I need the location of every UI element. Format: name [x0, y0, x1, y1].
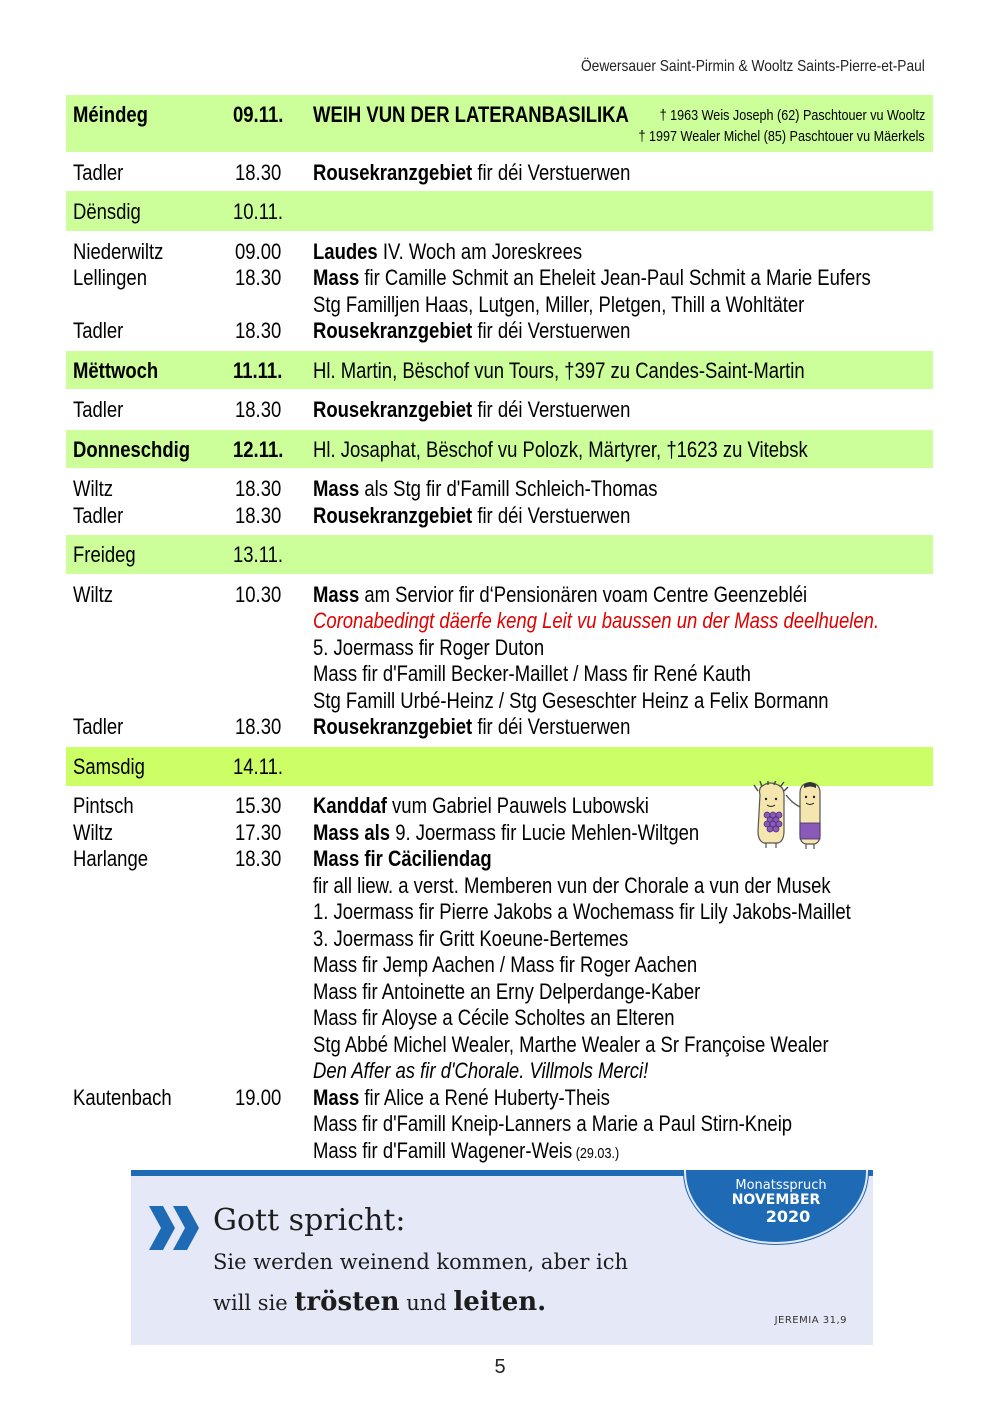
entry-description	[313, 713, 630, 740]
badge-month: NOVEMBER	[731, 1192, 821, 1208]
entry-text: IV. Woch am Joreskrees	[377, 239, 583, 264]
entry-type: Mass	[313, 1085, 360, 1110]
entry-continuation: Mass fir Aloyse a Cécile Scholtes an Elteren	[313, 1005, 675, 1030]
verse-text: will sie	[213, 1291, 295, 1315]
entry-text: fir déi Verstuerwen	[472, 160, 631, 185]
entry-continuation: Stg Famill Urbé-Heinz / Stg Geseschter Heinz a Felix Bormann	[313, 688, 829, 713]
feast-title: Hl. Josaphat, Bëschof vu Polozk, Märtyrer, †1623 zu Vitebsk	[313, 437, 808, 462]
entry-date-note: (29.03.)	[572, 1145, 620, 1162]
entry-description	[313, 238, 582, 265]
entry-time: 17.30	[235, 820, 282, 845]
entry-description	[313, 396, 630, 423]
entry-place: Lellingen	[73, 265, 147, 290]
entry-time: 18.30	[235, 503, 282, 528]
entry-type: Laudes	[313, 239, 378, 264]
entry-description	[313, 475, 658, 502]
entry-description	[313, 502, 630, 529]
entry-time: 09.00	[235, 239, 282, 264]
day-date: 10.11.	[233, 199, 284, 224]
badge-year: 2020	[765, 1207, 811, 1226]
verse-line-1: Sie werden weinend kommen, aber ich	[213, 1250, 629, 1274]
entry-text: fir déi Verstuerwen	[472, 503, 631, 528]
entry-time: 18.30	[235, 160, 282, 185]
entry-description	[313, 819, 699, 846]
day-date: 14.11.	[233, 754, 284, 779]
entry-text: vum Gabriel Pauwels Lubowski	[386, 793, 649, 818]
entry-time: 18.30	[235, 714, 282, 739]
verse-line-2	[213, 1287, 546, 1317]
entry-continuation: Stg Abbé Michel Wealer, Marthe Wealer a Sr Françoise Wealer	[313, 1032, 829, 1057]
entry-text: am Servior fir d‘Pensionären voam Centre Geenzebléi	[359, 582, 808, 607]
verse-title: Gott spricht:	[213, 1203, 406, 1238]
entry-description	[313, 159, 630, 186]
baptism-figures-illustration	[750, 781, 840, 851]
entry-continuation	[313, 1137, 619, 1164]
entry-description	[313, 845, 492, 872]
entry-description	[313, 581, 807, 608]
entry-continuation: fir all liew. a verst. Memberen vun der Chorale a vun der Musek	[313, 873, 831, 898]
entry-description	[313, 1084, 610, 1111]
entry-time: 18.30	[235, 476, 282, 501]
entry-place: Pintsch	[73, 793, 134, 818]
offering-note: Den Affer as fir d'Chorale. Villmols Merci!	[313, 1058, 649, 1083]
entry-place: Wiltz	[73, 820, 114, 845]
entry-place: Harlange	[73, 846, 148, 871]
day-date: 09.11.	[233, 102, 284, 127]
monthly-verse-banner	[131, 1170, 873, 1345]
entry-type: Rousekranzgebiet	[313, 397, 473, 422]
day-name: Samsdig	[73, 754, 145, 779]
entry-text: fir déi Verstuerwen	[472, 397, 631, 422]
entry-time: 18.30	[235, 397, 282, 422]
entry-time: 18.30	[235, 846, 282, 871]
feast-title: Hl. Martin, Bëschof vun Tours, †397 zu Candes-Saint-Martin	[313, 358, 805, 383]
day-name: Dënsdig	[73, 199, 141, 224]
entry-time: 18.30	[235, 265, 282, 290]
entry-place: Niederwiltz	[73, 239, 164, 264]
entry-time: 19.00	[235, 1085, 282, 1110]
entry-text: Mass fir d'Famill Wagener-Weis	[313, 1138, 573, 1163]
entry-description	[313, 317, 630, 344]
entry-continuation: Mass fir Jemp Aachen / Mass fir Roger Aachen	[313, 952, 698, 977]
entry-continuation: Mass fir d'Famill Becker-Maillet / Mass fir René Kauth	[313, 661, 751, 686]
entry-type: Mass fir Cäciliendag	[313, 846, 492, 871]
entry-text: als Stg fir d'Famill Schleich-Thomas	[359, 476, 658, 501]
day-date: 12.11.	[233, 437, 284, 462]
page-number: 5	[494, 1356, 506, 1378]
entry-place: Tadler	[73, 160, 124, 185]
day-band-tuesday	[66, 191, 933, 231]
day-band-friday	[66, 535, 933, 574]
entry-time: 18.30	[235, 318, 282, 343]
entry-type: Rousekranzgebiet	[313, 503, 473, 528]
entry-continuation: 3. Joermass fir Gritt Koeune-Bertemes	[313, 926, 629, 951]
entry-type: Mass	[313, 265, 360, 290]
entry-continuation: 1. Joermass fir Pierre Jakobs a Wochemass fir Lily Jakobs-Maillet	[313, 899, 851, 924]
entry-text: 9. Joermass fir Lucie Mehlen-Wiltgen	[390, 820, 700, 845]
verse-emphasis: leiten.	[453, 1287, 547, 1317]
entry-text: fir Camille Schmit an Eheleit Jean-Paul Schmit a Marie Eufers	[359, 265, 871, 290]
memorial-line: † 1997 Wealer Michel (85) Paschtouer vu Mäerkels	[638, 128, 925, 145]
entry-type: Rousekranzgebiet	[313, 318, 473, 343]
verse-emphasis: trösten	[294, 1287, 400, 1317]
entry-place: Wiltz	[73, 476, 114, 501]
entry-place: Tadler	[73, 503, 124, 528]
entry-continuation: Mass fir d'Famill Kneip-Lanners a Marie a Paul Stirn-Kneip	[313, 1111, 793, 1136]
double-chevron-icon	[147, 1206, 203, 1250]
entry-text: fir déi Verstuerwen	[472, 318, 631, 343]
entry-type: Mass als	[313, 820, 391, 845]
entry-description	[313, 792, 649, 819]
entry-type: Mass	[313, 476, 360, 501]
verse-text: und	[399, 1291, 454, 1315]
day-date: 13.11.	[233, 542, 284, 567]
entry-time: 15.30	[235, 793, 282, 818]
entry-continuation: 5. Joermass fir Roger Duton	[313, 635, 545, 660]
entry-text: fir déi Verstuerwen	[472, 714, 631, 739]
day-name: Donneschdig	[73, 437, 191, 462]
entry-text: fir Alice a René Huberty-Theis	[359, 1085, 610, 1110]
day-name: Mëttwoch	[73, 358, 159, 383]
entry-time: 10.30	[235, 582, 282, 607]
entry-type: Mass	[313, 582, 360, 607]
day-name: Freideg	[73, 542, 136, 567]
page-header: Öewersauer Saint-Pirmin & Wooltz Saints-Pierre-et-Paul	[581, 58, 925, 75]
entry-place: Kautenbach	[73, 1085, 172, 1110]
entry-place: Wiltz	[73, 582, 114, 607]
corona-note: Coronabedingt däerfe keng Leit vu baussen un der Mass deelhuelen.	[313, 608, 880, 633]
feast-title: WEIH VUN DER LATERANBASILIKA	[313, 102, 629, 127]
entry-type: Rousekranzgebiet	[313, 714, 473, 739]
badge-label: Monatsspruch	[735, 1178, 827, 1193]
entry-place: Tadler	[73, 318, 124, 343]
day-date: 11.11.	[233, 358, 283, 383]
day-name: Méindeg	[73, 102, 148, 127]
entry-place: Tadler	[73, 397, 124, 422]
entry-type: Rousekranzgebiet	[313, 160, 473, 185]
entry-description	[313, 264, 871, 291]
memorial-line: † 1963 Weis Joseph (62) Paschtouer vu Wooltz	[659, 107, 925, 124]
entry-continuation: Stg Familljen Haas, Lutgen, Miller, Pletgen, Thill a Wohltäter	[313, 292, 805, 317]
verse-source: JEREMIA 31,9	[774, 1315, 847, 1326]
entry-type: Kanddaf	[313, 793, 387, 818]
entry-place: Tadler	[73, 714, 124, 739]
entry-continuation: Mass fir Antoinette an Erny Delperdange-Kaber	[313, 979, 701, 1004]
